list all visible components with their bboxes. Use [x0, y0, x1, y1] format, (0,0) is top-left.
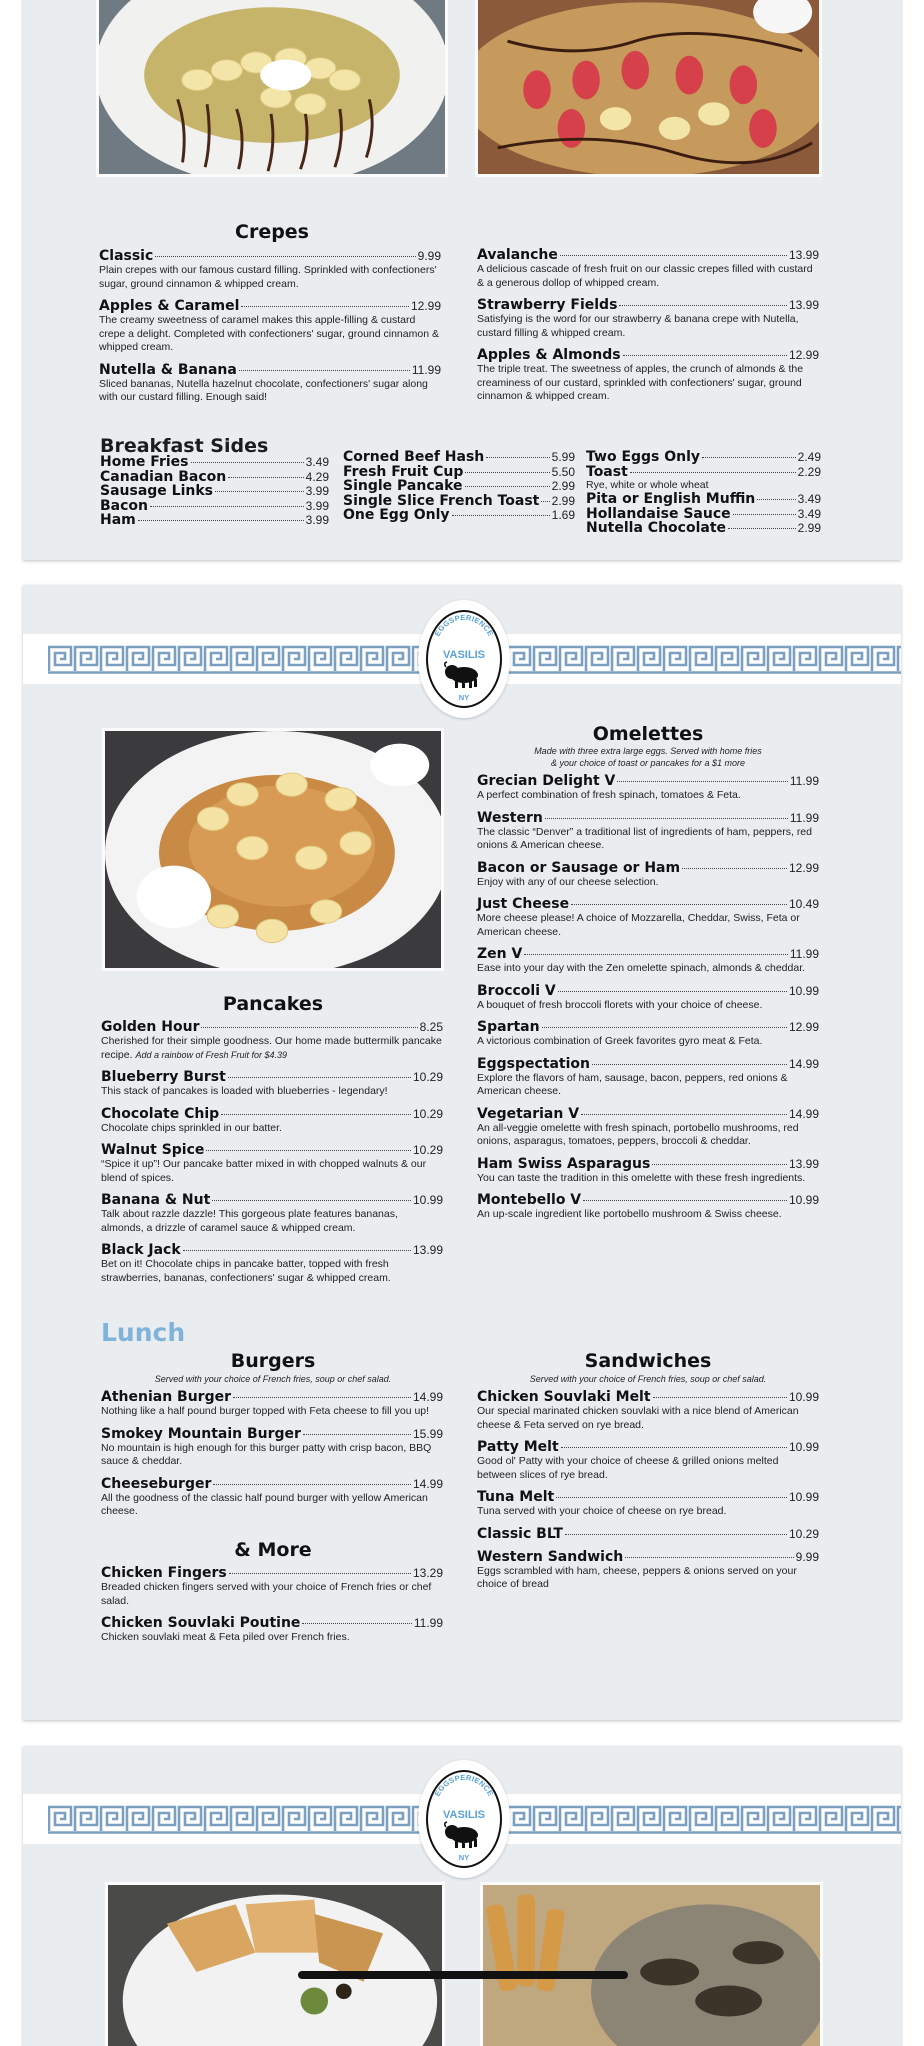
item-name: Black Jack [101, 1242, 181, 1258]
item-name: Golden Hour [101, 1019, 200, 1035]
item-description: Chocolate chips sprinkled in our batter. [101, 1121, 282, 1134]
side-price: 1.69 [551, 508, 575, 522]
item-description: Satisfying is the word for our strawberry & banana crepe with Nutella, custard filling & whipped cream. [477, 313, 799, 339]
item-description: Our special marinated chicken souvlaki with a nice blend of American cheese & Feta served on rye bread. [477, 1405, 799, 1431]
leader-dots [541, 501, 549, 502]
greek-key-border-right [507, 644, 901, 674]
item-price: 11.99 [413, 1616, 443, 1630]
leader-dots [592, 1064, 787, 1065]
side-price: 3.49 [305, 455, 329, 469]
side-price: 3.49 [797, 506, 821, 521]
item-description: Bet on it! Chocolate chips in pancake batter, topped with fresh strawberries, bananas, confectioners' sugar & whipped cream. [101, 1258, 391, 1284]
side-name: Canadian Bacon [100, 468, 227, 485]
side-price: 3.99 [305, 484, 329, 498]
item-description: A victorious combination of Greek favorites gyro meat & Feta. [477, 1035, 763, 1047]
more-list [101, 1565, 443, 1652]
leader-dots [486, 457, 549, 458]
greek-key-border-left [48, 644, 439, 674]
item-name: Chicken Souvlaki Poutine [101, 1615, 301, 1631]
crepe-strawberry-photo [475, 0, 822, 177]
menu-page-breakfast-lunch [23, 585, 901, 1720]
item-price: 10.29 [412, 1143, 443, 1157]
leader-dots [545, 818, 788, 819]
side-item [100, 484, 329, 499]
item-name: Eggspectation [477, 1055, 590, 1072]
side-price: 5.99 [551, 450, 575, 464]
item-description: Ease into your day with the Zen omelette spinach, almonds & cheddar. [477, 962, 806, 974]
item-name: Cheeseburger [101, 1475, 212, 1492]
item-price: 15.99 [412, 1426, 443, 1441]
menu-item [101, 1615, 443, 1645]
side-name: Fresh Fruit Cup [343, 463, 464, 480]
item-description: Tuna served with your choice of cheese on rye bread. [477, 1505, 727, 1517]
item-description: Plain crepes with our famous custard filling. Sprinkled with confectioners' sugar, ground cinnamon & whipped cream. [99, 264, 437, 290]
item-price: 10.99 [788, 1490, 819, 1504]
item-name: Nutella & Banana [99, 361, 237, 378]
leader-dots [652, 1164, 787, 1165]
item-price: 10.99 [788, 983, 819, 998]
leader-dots [239, 370, 410, 371]
item-name: Ham Swiss Asparagus [477, 1155, 651, 1172]
menu-item [477, 1549, 819, 1592]
crepes-right-column [477, 247, 819, 411]
leader-dots [542, 1027, 787, 1028]
menu-item [477, 810, 819, 853]
side-price: 2.49 [797, 450, 821, 464]
item-description: “Spice it up”! Our pancake batter mixed in with chopped walnuts & our blend of spices. [101, 1158, 427, 1184]
item-price: 14.99 [412, 1390, 443, 1404]
leader-dots [303, 1434, 411, 1435]
side-item [100, 499, 329, 514]
item-price: 12.99 [788, 1020, 819, 1034]
item-name: Avalanche [477, 247, 558, 263]
menu-item [101, 1142, 443, 1185]
item-name: Classic [99, 248, 154, 264]
leader-dots [728, 528, 796, 529]
side-price: 3.49 [797, 492, 821, 506]
side-name: Hollandaise Sauce [586, 505, 731, 522]
leader-dots [630, 472, 796, 473]
menu-item [477, 946, 819, 976]
menu-item [99, 298, 441, 355]
item-description: Nothing like a half pound burger topped with Feta cheese to fill you up! [101, 1405, 430, 1417]
item-description: An all-veggie omelette with fresh spinach, portobello mushrooms, red onions, asparagus, tomatoes, peppers, broccoli & cheddar. [477, 1121, 799, 1147]
side-price: 2.99 [551, 493, 575, 508]
side-price: 3.99 [305, 498, 329, 513]
item-name: Blueberry Burst [101, 1069, 226, 1085]
menu-item [101, 1192, 443, 1235]
breakfast-sides-column-3 [586, 450, 821, 536]
pancakes-title: Pancakes [222, 993, 324, 1015]
buffalo-logo-icon [418, 1760, 510, 1878]
leader-dots [138, 520, 304, 521]
pancakes-photo [102, 728, 444, 971]
menu-item [101, 1426, 443, 1469]
item-price: 10.99 [788, 1440, 819, 1454]
leader-dots [191, 462, 304, 463]
side-item [343, 494, 575, 509]
leader-dots [302, 1623, 411, 1624]
leader-dots [561, 1447, 787, 1448]
gyro-platter-photo [105, 1882, 445, 2046]
item-name: Spartan [477, 1019, 540, 1035]
menu-item [477, 297, 819, 340]
item-price: 9.99 [795, 1549, 819, 1564]
menu-item [477, 773, 819, 803]
leader-dots [206, 1150, 411, 1151]
leader-dots [213, 1484, 411, 1485]
leader-dots [617, 781, 787, 782]
leader-dots [757, 499, 795, 500]
side-item [100, 455, 329, 470]
item-name: Chocolate Chip [101, 1105, 220, 1122]
side-item [586, 492, 821, 507]
item-description: Talk about razzle dazzle! This gorgeous plate features bananas, almonds, a drizzle of caramel sauce & whipped cream. [101, 1208, 398, 1234]
item-name: Apples & Caramel [99, 298, 240, 314]
side-price: 5.50 [551, 464, 575, 479]
item-description: Chicken souvlaki meat & Feta piled over French fries. [101, 1631, 350, 1643]
leader-dots [702, 457, 796, 458]
item-description: The triple treat. The sweetness of apples, the crunch of almonds & the creaminess of our custard, sprinkled with confectioners' sugar, ground cinnamon & whipped cream. [477, 363, 804, 402]
item-price: 13.99 [412, 1243, 443, 1257]
item-name: Banana & Nut [101, 1192, 211, 1208]
item-name: Athenian Burger [101, 1389, 232, 1405]
side-name: Single Slice French Toast [343, 492, 540, 509]
item-name: Smokey Mountain Burger [101, 1425, 301, 1442]
home-indicator[interactable] [298, 1971, 628, 1979]
menu-item [477, 983, 819, 1013]
side-item [586, 507, 821, 522]
side-price: 4.29 [305, 469, 329, 484]
leader-dots [452, 515, 550, 516]
svg-text:VASILIS: VASILIS [443, 649, 485, 661]
leader-dots [619, 305, 787, 306]
greek-key-border-right [507, 1804, 901, 1834]
side-price: 2.99 [551, 479, 575, 493]
item-description: Eggs scrambled with ham, cheese, peppers & onions served on your choice of bread [477, 1564, 797, 1590]
sandwiches-subtitle: Served with your choice of French fries, soup or chef salad. [529, 1374, 767, 1384]
side-name: Corned Beef Hash [343, 449, 485, 465]
item-description: A bouquet of fresh broccoli florets with your choice of cheese. [477, 998, 763, 1011]
side-name: Single Pancake [343, 478, 463, 494]
item-name: Patty Melt [477, 1439, 559, 1455]
side-name: Bacon [100, 497, 149, 514]
menu-item [101, 1069, 443, 1099]
item-description: The classic “Denver” a traditional list of ingredients of ham, peppers, red onions & American cheese. [477, 825, 812, 851]
leader-dots [653, 1397, 787, 1398]
menu-item [477, 1389, 819, 1432]
item-price: 9.99 [417, 249, 441, 263]
item-description: Breaded chicken fingers served with your choice of French fries or chef salad. [101, 1581, 432, 1607]
side-name: Pita or English Muffin [586, 491, 756, 507]
item-price: 10.99 [788, 1193, 819, 1207]
breakfast-sides-column-2 [343, 450, 575, 523]
leader-dots [581, 1114, 787, 1115]
side-name: Ham [100, 512, 136, 528]
burgers-subtitle: Served with your choice of French fries, soup or chef salad. [154, 1374, 392, 1384]
side-name: Nutella Chocolate [586, 520, 726, 536]
item-description: Good ol' Patty with your choice of cheese & grilled onions melted between slices of rye bread. [477, 1455, 779, 1481]
leader-dots [682, 868, 787, 869]
menu-item [477, 896, 819, 939]
item-price: 13.29 [412, 1566, 443, 1580]
item-price: 8.25 [419, 1020, 443, 1034]
side-item [586, 450, 821, 465]
item-name: Tuna Melt [477, 1489, 555, 1505]
side-item [343, 465, 575, 480]
leader-dots [556, 1497, 787, 1498]
side-name: Two Eggs Only [586, 449, 701, 465]
breakfast-sides-title: Breakfast Sides [100, 435, 269, 457]
svg-text:NY: NY [458, 1853, 470, 1862]
item-price: 10.49 [788, 897, 819, 911]
vasilis-logo [418, 600, 510, 718]
leader-dots [733, 514, 796, 515]
side-note: Rye, white or whole wheat [586, 479, 709, 491]
leader-dots [228, 477, 303, 478]
item-description: Enjoy with any of our cheese selection. [477, 875, 659, 888]
leader-dots [465, 486, 550, 487]
fries-gyro-photo [480, 1882, 823, 2046]
side-name: One Egg Only [343, 507, 450, 523]
leader-dots [183, 1250, 411, 1251]
menu-item [477, 1526, 819, 1542]
side-name: Home Fries [100, 454, 189, 470]
item-price: 13.99 [788, 248, 819, 262]
svg-text:EGGSPERIENCE: EGGSPERIENCE [432, 612, 496, 638]
item-name: Chicken Souvlaki Melt [477, 1389, 651, 1405]
menu-item [99, 362, 441, 405]
crepes-title: Crepes [235, 221, 309, 243]
leader-dots [241, 306, 409, 307]
menu-item [101, 1565, 443, 1608]
item-price: 10.99 [788, 1390, 819, 1404]
leader-dots [228, 1077, 411, 1078]
menu-item [477, 860, 819, 890]
leader-dots [625, 1557, 793, 1558]
item-name: Apples & Almonds [477, 347, 621, 363]
side-item [586, 521, 821, 536]
menu-item [101, 1242, 443, 1285]
menu-item [477, 1156, 819, 1186]
item-description: All the goodness of the classic half pound burger with yellow American cheese. [101, 1491, 428, 1517]
item-name: Classic BLT [477, 1525, 563, 1542]
side-price: 3.99 [305, 513, 329, 527]
item-price: 14.99 [788, 1056, 819, 1071]
vasilis-logo [418, 1760, 510, 1878]
menu-item [101, 1476, 443, 1519]
item-name: Western [477, 809, 543, 826]
leader-dots [155, 256, 415, 257]
item-name: Just Cheese [477, 896, 570, 912]
leader-dots [150, 506, 304, 507]
item-description: No mountain is high enough for this burger patty with crisp bacon, BBQ sauce & cheddar. [101, 1441, 432, 1467]
item-description: A delicious cascade of fresh fruit on our classic crepes filled with custard & a generous dollop of whipped cream. [477, 263, 813, 289]
menu-item [477, 1019, 819, 1049]
item-price: 11.99 [789, 947, 819, 961]
menu-item [477, 1056, 819, 1099]
item-price: 11.99 [789, 810, 819, 825]
leader-dots [623, 355, 787, 356]
burgers-title: Burgers [230, 1350, 316, 1372]
leader-dots [215, 491, 304, 492]
sandwiches-title: Sandwiches [584, 1350, 712, 1372]
menu-item [477, 1106, 819, 1149]
item-price: 10.29 [412, 1106, 443, 1121]
item-name: Western Sandwich [477, 1548, 624, 1565]
item-price: 12.99 [410, 299, 441, 313]
svg-text:NY: NY [458, 693, 470, 702]
leader-dots [212, 1200, 411, 1201]
omelettes-list [477, 773, 819, 1229]
item-name: Chicken Fingers [101, 1565, 227, 1581]
item-description: You can taste the tradition in this omelette with these fresh ingredients. [477, 1171, 806, 1184]
side-price: 2.29 [797, 464, 821, 479]
item-name: Grecian Delight V [477, 773, 616, 789]
leader-dots [583, 1200, 787, 1201]
menu-item [477, 1192, 819, 1222]
greek-key-border-left [48, 1804, 439, 1834]
item-name: Vegetarian V [477, 1105, 580, 1122]
menu-page-next [23, 1746, 901, 2046]
item-price: 13.99 [788, 298, 819, 312]
omelettes-subtitle-line-1: Made with three extra large eggs. Served with home fries [534, 746, 762, 756]
item-name: Walnut Spice [101, 1142, 205, 1158]
menu-item [101, 1106, 443, 1136]
item-price: 10.29 [412, 1070, 443, 1084]
side-item [586, 465, 821, 480]
item-name: Montebello V [477, 1192, 582, 1208]
leader-dots [558, 991, 787, 992]
item-price: 10.99 [412, 1193, 443, 1207]
item-description: More cheese please! A choice of Mozzarella, Cheddar, Swiss, Feta or American cheese. [477, 912, 800, 938]
item-description: This stack of pancakes is loaded with blueberries - legendary! [101, 1085, 388, 1097]
item-price: 12.99 [788, 860, 819, 875]
svg-text:VASILIS: VASILIS [443, 1809, 485, 1821]
crepe-banana-photo [96, 0, 448, 177]
item-price: 11.99 [411, 362, 441, 377]
leader-dots [465, 472, 549, 473]
item-note: Add a rainbow of Fresh Fruit for $4.39 [135, 1049, 288, 1060]
omelettes-title: Omelettes [592, 723, 704, 745]
item-price: 14.99 [412, 1476, 443, 1491]
item-price: 13.99 [788, 1156, 819, 1171]
leader-dots [560, 255, 787, 256]
more-title: & More [234, 1539, 312, 1561]
side-name: Toast [586, 463, 628, 480]
item-price: 12.99 [788, 348, 819, 362]
item-price: 14.99 [788, 1106, 819, 1121]
side-item [100, 513, 329, 528]
leader-dots [565, 1534, 787, 1535]
item-description: A perfect combination of fresh spinach, tomatoes & Feta. [477, 789, 741, 801]
item-description: Cherished for their simple goodness. Our home made buttermilk pancake recipe. Add a rainbow of Fresh Fruit for $4.39 [101, 1035, 442, 1061]
leader-dots [524, 954, 788, 955]
item-description: The creamy sweetness of caramel makes this apple-filling & custard crepe a delight. Completed with confectioners' sugar, ground cinnamon & whipped cream. [99, 314, 439, 353]
side-price: 2.99 [797, 521, 821, 535]
item-price: 11.99 [789, 774, 819, 788]
sandwiches-list [477, 1389, 819, 1599]
item-name: Strawberry Fields [477, 297, 618, 313]
menu-item [477, 347, 819, 404]
side-name: Sausage Links [100, 483, 213, 499]
menu-page-crepes [23, 0, 901, 560]
item-description: Explore the flavors of ham, sausage, bacon, peppers, red onions & American cheese. [477, 1071, 788, 1097]
item-description: An up-scale ingredient like portobello mushroom & Swiss cheese. [477, 1208, 782, 1220]
menu-item [477, 1489, 819, 1519]
item-name: Bacon or Sausage or Ham [477, 859, 681, 876]
leader-dots [571, 904, 787, 905]
menu-item [477, 1439, 819, 1482]
pancakes-list [101, 1019, 443, 1292]
item-name: Broccoli V [477, 982, 556, 999]
side-item [343, 450, 575, 465]
leader-dots [221, 1114, 411, 1115]
item-description: Sliced bananas, Nutella hazelnut chocolate, confectioners' sugar along with our custard filling. Enough said! [99, 377, 428, 403]
lunch-heading: Lunch [101, 1318, 186, 1347]
omelettes-subtitle-line-2: & your choice of toast or pancakes for a $1 more [550, 758, 746, 768]
breakfast-sides-column-1 [100, 455, 329, 528]
side-item [100, 470, 329, 485]
side-item [343, 508, 575, 523]
leader-dots [233, 1397, 411, 1398]
side-item [343, 479, 575, 494]
item-name: Zen V [477, 946, 523, 962]
item-price: 10.29 [788, 1526, 819, 1541]
menu-item [101, 1019, 443, 1062]
leader-dots [229, 1573, 411, 1574]
crepes-left-column [99, 248, 441, 412]
menu-item [101, 1389, 443, 1419]
leader-dots [201, 1027, 417, 1028]
menu-item [99, 248, 441, 291]
svg-text:EGGSPERIENCE: EGGSPERIENCE [432, 1772, 496, 1798]
menu-item [477, 247, 819, 290]
burgers-list [101, 1389, 443, 1526]
buffalo-logo-icon [418, 600, 510, 718]
